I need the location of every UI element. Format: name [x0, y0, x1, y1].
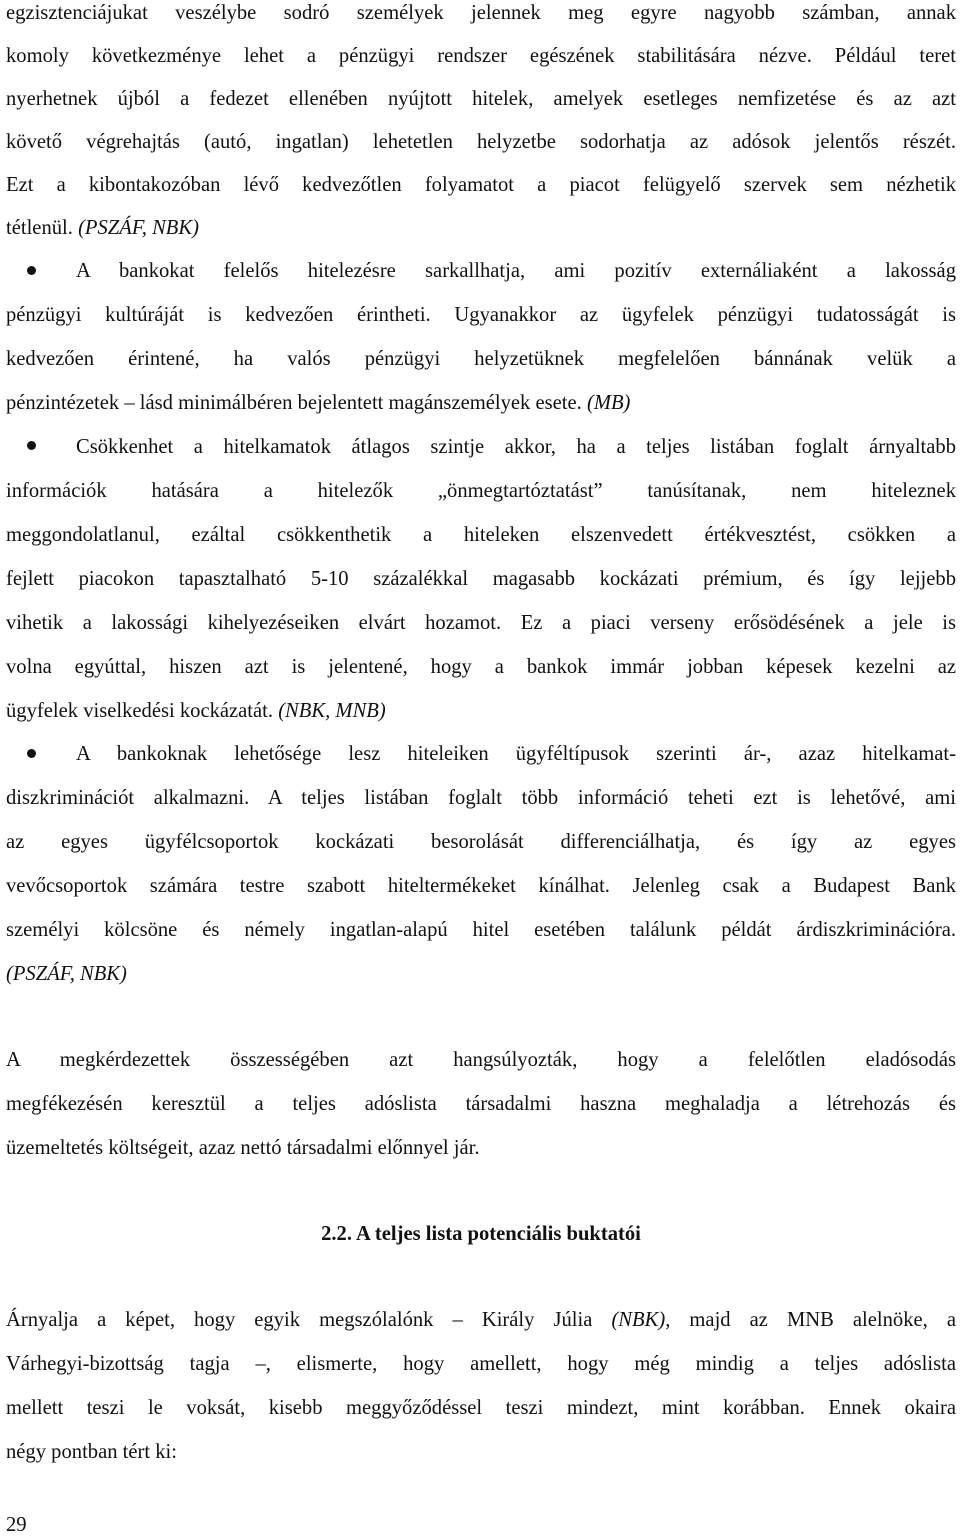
bullet-text-line: A bankoknak lehetősége lesz hiteleiken ügyféltípusok szerinti ár-, azaz hitelkamat- [76, 743, 956, 765]
text-run: , majd az MNB alelnöke, a [665, 1309, 956, 1331]
text-line [6, 1306, 956, 1334]
text-line: az egyes ügyfélcsoportok kockázati besorolását differenciálhatja, és így az egyes [6, 831, 956, 853]
citation: (PSZÁF, NBK) [6, 963, 127, 985]
bullet-icon [27, 441, 36, 450]
bullet-text-line: Csökkenhet a hitelkamatok átlagos szintje akkor, ha a teljes listában foglalt árnyaltabb [76, 436, 956, 458]
text-line: Ezt a kibontakozóban lévő kedvezőtlen folyamatot a piacot felügyelő szervek sem nézhetik [6, 174, 956, 196]
text-run: pénzintézetek – lásd minimálbéren bejelentett magánszemélyek esete. [6, 392, 582, 414]
text-line: fejlett piacokon tapasztalható 5-10 százalékkal magasabb kockázati prémium, és így lejjebb [6, 568, 956, 590]
text-line: nyerhetnek újból a fedezet ellenében nyújtott hitelek, amelyek esetleges nemfizetése és az azt [6, 88, 956, 110]
text-line: kedvezően érintené, ha valós pénzügyi helyzetüknek megfelelően bánnának velük a [6, 348, 956, 370]
text-line: meggondolatlanul, ezáltal csökkenthetik a hiteleken elszenvedett értékvesztést, csökken a [6, 524, 956, 546]
text-line: négy pontban tért ki: [6, 1441, 178, 1463]
text-line: diszkriminációt alkalmazni. A teljes listában foglalt több információ teheti ezt is lehetővé, ami [6, 787, 956, 809]
bullet-icon [27, 749, 36, 758]
section-heading: 2.2. A teljes lista potenciális buktatói [321, 1223, 641, 1245]
text-line: egzisztenciájukat veszélybe sodró személyek jelennek meg egyre nagyobb számban, annak [6, 2, 956, 24]
text-line: pénzügyi kultúráját is kedvezően érintheti. Ugyanakkor az ügyfelek pénzügyi tudatosságát is [6, 304, 956, 326]
citation: (NBK) [611, 1309, 666, 1331]
text-line [6, 214, 956, 242]
text-run: tétlenül. [6, 217, 73, 239]
text-line: vihetik a lakossági kihelyezéseiken elvárt hozamot. Ez a piaci verseny erősödésének a jele is [6, 612, 956, 634]
text-line: megfékezésén keresztül a teljes adóslista társadalmi haszna meghaladja a létrehozás és [6, 1093, 956, 1115]
text-line: mellett teszi le voksát, kisebb meggyőződéssel teszi mindezt, mint korábban. Ennek okaira [6, 1397, 956, 1419]
text-line: komoly következménye lehet a pénzügyi rendszer egészének stabilitására nézve. Például teret [6, 45, 956, 67]
text-line: vevőcsoportok számára testre szabott hiteltermékeket kínálhat. Jelenleg csak a Budapest Bank [6, 875, 956, 897]
text-line: követő végrehajtás (autó, ingatlan) lehetetlen helyzetbe sodorhatja az adósok jelentős részét. [6, 131, 956, 153]
text-line [6, 389, 956, 417]
bullet-text-line: A bankokat felelős hitelezésre sarkallhatja, ami pozitív externáliaként a lakosság [76, 260, 956, 282]
text-run: Árnyalja a képet, hogy egyik megszólalónk – Király Júlia [6, 1309, 593, 1331]
text-line: személyi kölcsöne és némely ingatlan-alapú hitel esetében találunk példát árdiszkriminációra. [6, 919, 956, 941]
citation: (PSZÁF, NBK) [78, 217, 199, 239]
text-line: üzemeltetés költségeit, azaz nettó társadalmi előnnyel jár. [6, 1137, 480, 1159]
text-line: információk hatására a hitelezők „önmegtartóztatást” tanúsítanak, nem hiteleznek [6, 480, 956, 502]
citation: (MB) [586, 392, 631, 414]
bullet-icon [27, 266, 36, 275]
citation: (NBK, MNB) [278, 700, 386, 722]
page-number: 29 [6, 1514, 27, 1536]
text-line: Várhegyi-bizottság tagja –, elismerte, hogy amellett, hogy még mindig a teljes adóslista [6, 1353, 956, 1375]
text-line [6, 697, 956, 725]
text-run: ügyfelek viselkedési kockázatát. [6, 700, 274, 722]
text-line: volna egyúttal, hiszen azt is jelentené, hogy a bankok immár jobban képesek kezelni az [6, 656, 956, 678]
text-line: A megkérdezettek összességében azt hangsúlyozták, hogy a felelőtlen eladósodás [6, 1049, 956, 1071]
